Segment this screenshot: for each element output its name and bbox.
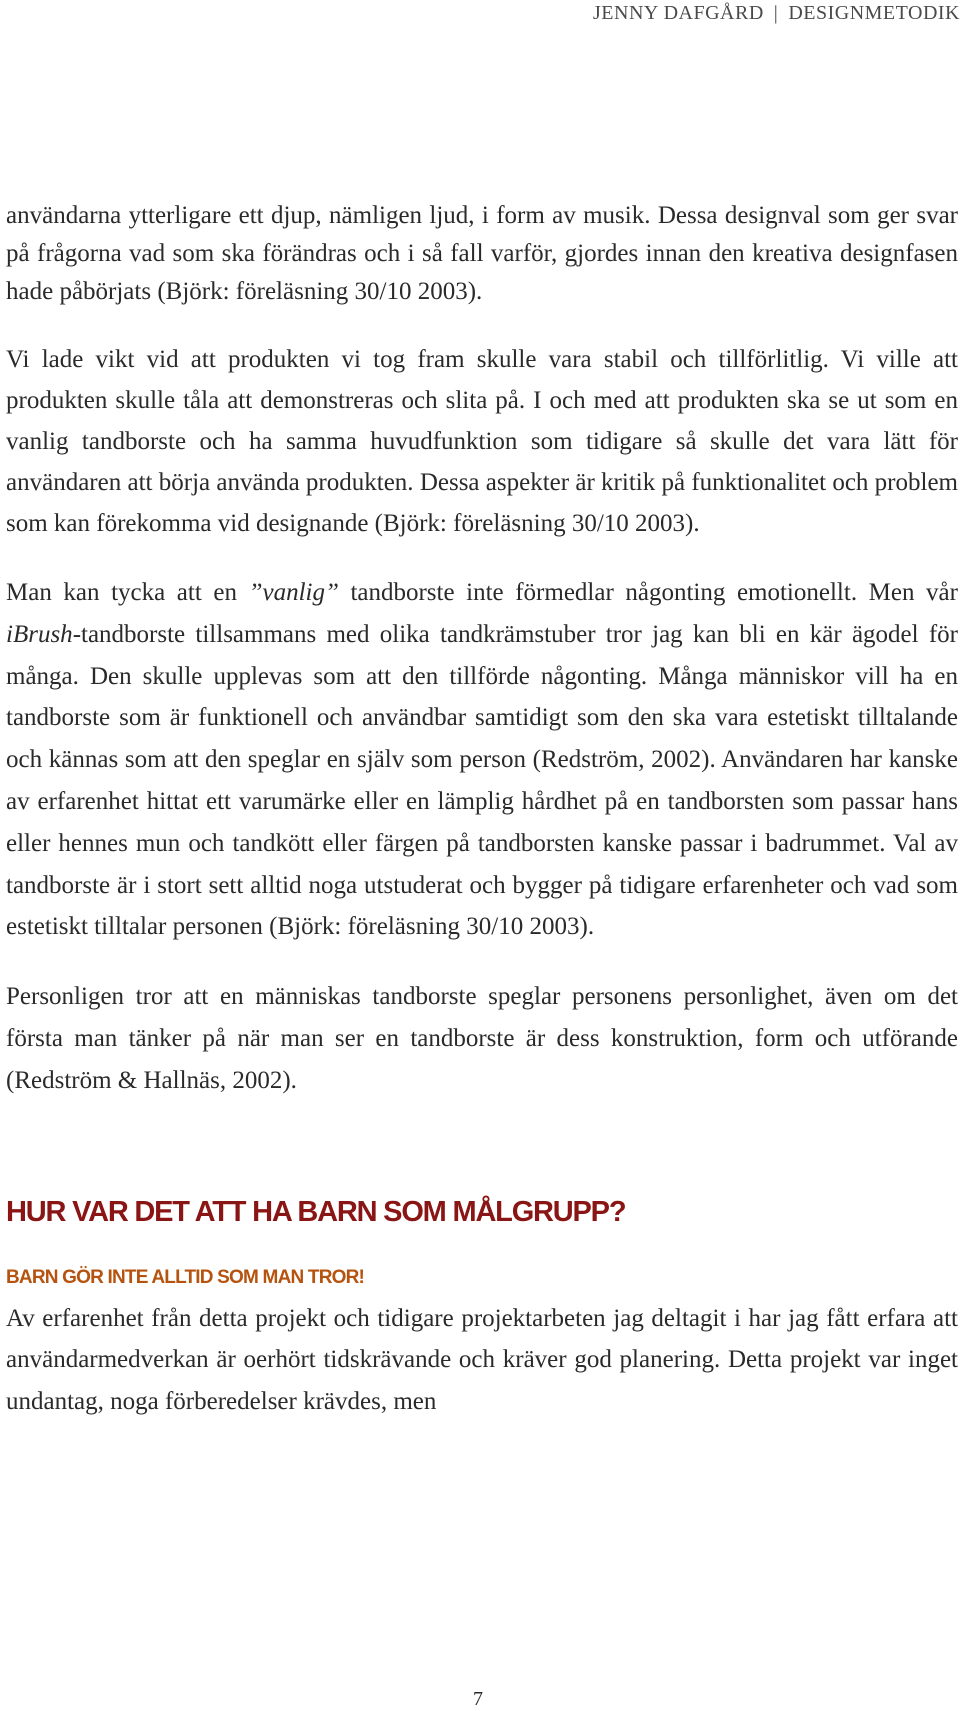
- paragraph-design-choices: användarna ytterligare ett djup, nämligen ljud, i form av musik. Dessa designval som ger svar på frågorna vad som ska förändras och i så fall varför, gjordes innan den kreativa designfasen hade påbörjats (Björk: föreläsning 30/10 2003).: [6, 202, 958, 305]
- subsection-heading: BARN GÖR INTE ALLTID SOM MAN TROR!: [6, 1266, 365, 1288]
- paragraph-emotional-value-part-1: Man kan tycka att en: [6, 579, 249, 606]
- running-header: [593, 2, 960, 25]
- header-course: DESIGNMETODIK: [788, 2, 960, 24]
- paragraph-emotional-value: [6, 572, 958, 948]
- emphasis-vanlig: ”vanlig”: [248, 579, 339, 606]
- header-separator: |: [773, 2, 779, 24]
- paragraph-personality: Personligen tror att en människas tandborste speglar personens personlighet, även om det första man tänker på när man ser en tandborste är dess konstruktion, form och utförande (Redström & Hallnäs, 2002).: [6, 983, 958, 1094]
- emphasis-ibrush: iBrush: [6, 620, 73, 648]
- page-body: [6, 197, 958, 1423]
- page-number: 7: [473, 1688, 483, 1710]
- paragraph-stability: Vi lade vikt vid att produkten vi tog fram skulle vara stabil och tillförlitlig. Vi ville att produkten skulle tåla att demonstreras och slita på. I och med att produkten ska se ut som en vanlig tandborste och ha samma huvudfunktion som tidigare så skulle det vara lätt för användaren att börja använda produkten. Dessa aspekter är kritik på funktionalitet och problem som kan förekomma vid designande (Björk: föreläsning 30/10 2003).: [6, 346, 958, 537]
- paragraph-user-participation: Av erfarenhet från detta projekt och tidigare projektarbeten jag deltagit i har jag fått erfara att användarmedverkan är oerhört tidskrävande och kräver god planering. Detta projekt var inget undantag, noga förberedelser krävdes, men: [6, 1304, 958, 1416]
- header-author: JENNY DAFGÅRD: [593, 2, 764, 24]
- paragraph-emotional-value-part-2: tandborste inte förmedlar någonting emotionellt. Men vår: [338, 579, 958, 606]
- paragraph-emotional-value-part-3: -tandborste tillsammans med olika tandkrämstuber tror jag kan bli en kär ägodel för många. Den skulle upplevas som att den tillförde någonting. Många människor vill ha en tandborste som är funktionell och användbar samtidigt som den ska vara estetiskt tilltalande och kännas som att den speglar en själv som person (Redström, 2002). Användaren har kanske av erfarenhet hittat ett varumärke eller en lämplig hårdhet på en tandborsten som passar hans eller hennes mun och tandkött eller färgen på tandborsten kanske passar i badrummet. Val av tandborste är i stort sett alltid noga utstuderat och bygger på tidigare erfarenheter och vad som estetiskt tilltalar personen (Björk: föreläsning 30/10 2003).: [6, 620, 958, 941]
- section-heading: HUR VAR DET ATT HA BARN SOM MÅLGRUPP?: [6, 1195, 626, 1228]
